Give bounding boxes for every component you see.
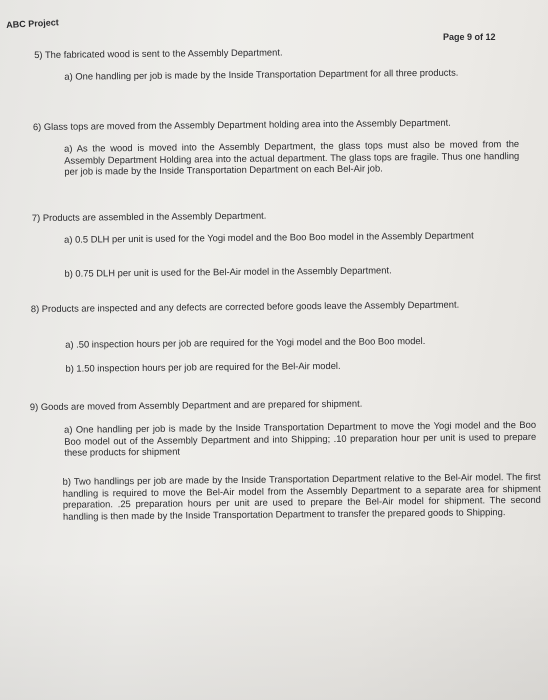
item-7b bbox=[64, 263, 524, 279]
item-7-text: 7) Products are assembled in the Assembly Department. bbox=[31, 209, 267, 224]
item-5a-text: a) One handling per job is made by the Inside Transportation Department for all three products. bbox=[64, 66, 459, 82]
project-label: ABC Project bbox=[6, 17, 59, 30]
item-6a bbox=[64, 138, 519, 177]
bottom-shadow bbox=[0, 560, 548, 700]
item-8-text: 8) Products are inspected and any defects are corrected before goods leave the Assembly Department. bbox=[30, 298, 460, 315]
item-6a-text: a) As the wood is moved into the Assembly Department, the glass tops must also be moved from the Assembly Department Holding area into the actual department. The glass tops are fragile. Thus one handling per job is made by the Inside Transportation Department on each Bel-Air job. bbox=[64, 137, 520, 177]
item-9a-text: a) One handling per job is made by the Inside Transportation Department to move the Yogi model and the Boo Boo model out of the Assembly Department and into Shipping; .10 preparation hour per unit is used to prepare these products for shipment bbox=[64, 418, 537, 458]
item-6-text: 6) Glass tops are moved from the Assembly Department holding area into the Assembly Department. bbox=[32, 116, 451, 133]
page-number: Page 9 of 12 bbox=[443, 32, 496, 42]
item-9b bbox=[63, 471, 541, 522]
item-7b-text: b) 0.75 DLH per unit is used for the Bel-Air model in the Assembly Department. bbox=[64, 264, 392, 279]
item-7 bbox=[32, 207, 512, 224]
item-8b bbox=[65, 358, 525, 374]
item-8 bbox=[31, 298, 527, 315]
item-8a bbox=[65, 334, 525, 350]
item-9 bbox=[30, 396, 510, 413]
item-8b-text: b) 1.50 inspection hours per job are required for the Bel-Air model. bbox=[65, 359, 341, 374]
item-9b-text: b) Two handlings per job are made by the Inside Transportation Department relative to the Bel-Air model. The first handling is required to move the Bel-Air model from the Assembly Department to a separate area for shipment preparation. .25 preparation hours per unit are used to prepare the Bel-Air model for shipment. The second handling is then made by the Inside Transportation Department to transfer the prepared goods to Shipping. bbox=[62, 470, 541, 522]
item-9-text: 9) Goods are moved from Assembly Department and are prepared for shipment. bbox=[29, 397, 363, 413]
item-6 bbox=[33, 116, 523, 133]
item-5-text: 5) The fabricated wood is sent to the Assembly Department. bbox=[34, 46, 283, 61]
item-7a bbox=[64, 229, 524, 245]
item-7a-text: a) 0.5 DLH per unit is used for the Yogi model and the Boo Boo model in the Assembly Department bbox=[64, 229, 474, 245]
item-5a bbox=[64, 66, 512, 82]
item-5 bbox=[34, 44, 514, 61]
item-9a bbox=[64, 419, 536, 458]
item-8a-text: a) .50 inspection hours per job are required for the Yogi model and the Boo Boo model. bbox=[65, 334, 426, 350]
